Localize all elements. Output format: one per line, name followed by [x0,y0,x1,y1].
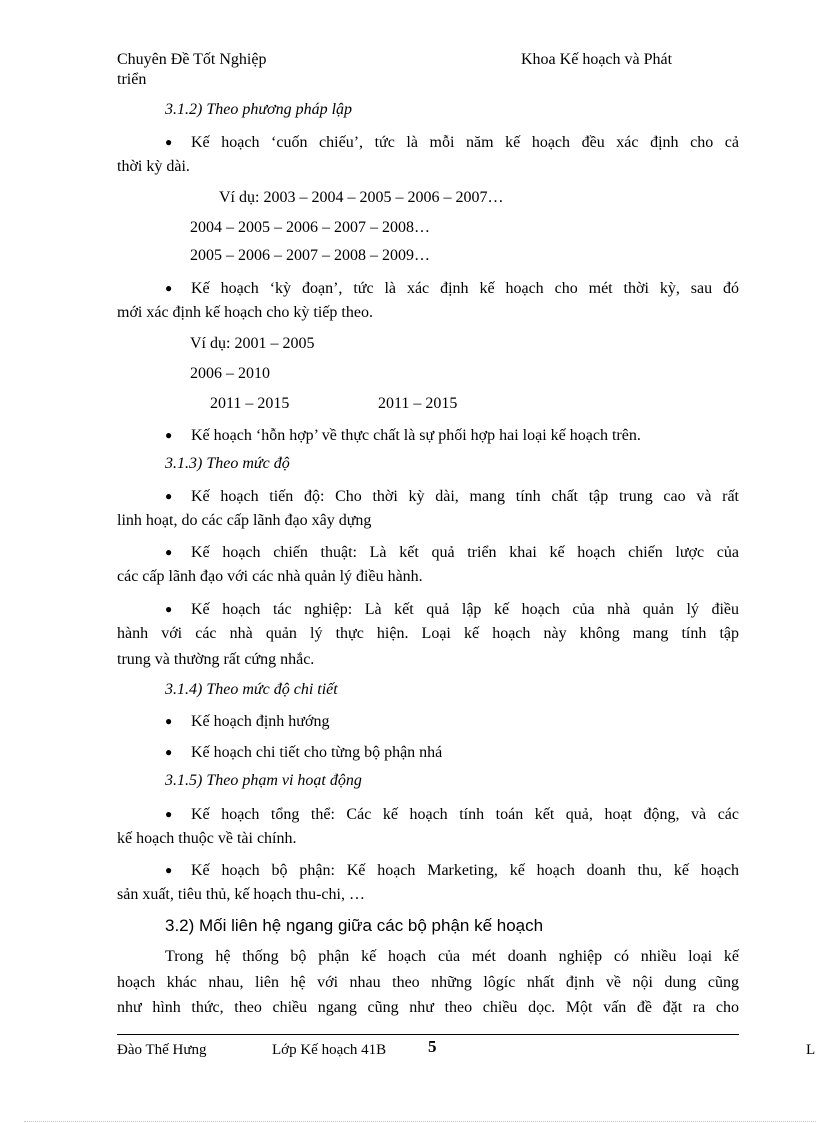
bullet-item [165,132,739,153]
bullet-icon: ● [165,863,173,877]
bullet-text: Kế hoạch bộ phận: Kế hoạch Marketing, kế hoạch doanh thu, kế hoạch [191,862,739,879]
bullet-item [165,599,739,620]
example-line: Ví dụ: 2001 – 2005 [190,335,315,352]
example-line: 2011 – 2015 [210,395,290,412]
example-line: 2011 – 2015 [378,395,458,412]
bullet-text: Kế hoạch định hướng [191,713,330,730]
bullet-item [165,278,739,299]
header-title-right: Khoa Kế hoạch và Phát [521,51,673,68]
section-heading-3-1-3: 3.1.3) Theo mức độ [165,455,290,472]
bullet-text: Kế hoạch tiến độ: Cho thời kỳ dài, mang tính chất tập trung cao và rất [191,488,739,505]
bullet-icon: ● [165,545,173,559]
section-heading-3-1-5: 3.1.5) Theo phạm vi hoạt động [165,772,362,789]
section-heading-3-1-2: 3.1.2) Theo phương pháp lập [165,101,353,118]
bullet-icon: ● [165,135,173,149]
bullet-continuation: kế hoạch thuộc về tài chính. [117,830,297,847]
bullet-icon: ● [165,281,173,295]
header-title-left [117,50,266,90]
bullet-item [165,542,739,563]
bullet-continuation: hành với các nhà quản lý thực hiện. Loại kế hoạch này không mang tính tập [117,625,739,642]
bullet-continuation: trung và thường rất cứng nhắc. [117,651,315,668]
bullet-text: Kế hoạch ‘hỗn hợp’ về thực chất là sự phối hợp hai loại kế hoạch trên. [191,427,641,444]
bullet-icon: ● [165,602,173,616]
example-line: 2005 – 2006 – 2007 – 2008 – 2009… [190,247,430,264]
bullet-icon: ● [165,714,173,728]
bullet-item [165,486,739,507]
example-line: 2006 – 2010 [190,365,270,382]
bullet-text: Kế hoạch chi tiết cho từng bộ phận nhá [191,744,443,761]
bullet-icon: ● [165,489,173,503]
header-left-text: Chuyên Đề Tốt Nghiệp [117,51,267,68]
bullet-continuation: thời kỳ dài. [117,158,190,175]
bullet-item [165,425,739,446]
bullet-text: Kế hoạch chiến thuật: Là kết quả triển khai kế hoạch chiến lược của [191,544,739,561]
page-number: 5 [428,1037,437,1056]
bullet-text: Kế hoạch tác nghiệp: Là kết quả lập kế hoạch của nhà quản lý điều [191,601,739,618]
bullet-icon: ● [165,807,173,821]
bullet-continuation: sản xuất, tiêu thủ, kế hoạch thu-chi, … [117,886,365,903]
page-edge-dotted-line [24,1121,816,1122]
paragraph-line: Trong hệ thống bộ phận kế hoạch của mét doanh nghiệp có nhiều loại kế [165,948,739,965]
header-wrap-text: triển [117,71,147,88]
bullet-text: Kế hoạch ‘kỳ đoạn’, tức là xác định kế hoạch cho mét thời kỳ, sau đó [191,280,739,297]
bullet-icon: ● [165,428,173,442]
section-heading-3-1-4: 3.1.4) Theo mức độ chi tiết [165,681,338,698]
bullet-continuation: các cấp lãnh đạo với các nhà quản lý điều hành. [117,568,423,585]
example-line: 2004 – 2005 – 2006 – 2007 – 2008… [190,219,430,236]
footer-divider [117,1034,739,1035]
bullet-item [165,804,739,825]
example-line: Ví dụ: 2003 – 2004 – 2005 – 2006 – 2007… [219,189,504,206]
bullet-item [165,742,739,763]
footer-author: Đào Thế Hưng [117,1042,207,1058]
bullet-text: Kế hoạch tổng thể: Các kế hoạch tính toán kết quả, hoạt động, và các [191,806,739,823]
bullet-icon: ● [165,745,173,759]
footer-edge-text: L [806,1042,816,1058]
bullet-continuation: mới xác định kế hoạch cho kỳ tiếp theo. [117,304,373,321]
section-heading-3-2: 3.2) Mối liên hệ ngang giữa các bộ phận kế hoạch [165,916,544,935]
paragraph-line: hoạch khác nhau, liên hệ với nhau theo những lôgíc nhất định về nội dung cũng [117,974,739,991]
footer-class: Lớp Kế hoạch 41B [272,1042,387,1058]
bullet-continuation: linh hoạt, do các cấp lãnh đạo xây dựng [117,512,372,529]
paragraph-line: như hình thức, theo chiều ngang cũng như theo chiều dọc. Một vấn đề đặt ra cho [117,999,739,1016]
bullet-text: Kế hoạch ‘cuốn chiếu’, tức là mỗi năm kế hoạch đều xác định cho cả [191,134,739,151]
bullet-item [165,860,739,881]
bullet-item [165,711,739,732]
